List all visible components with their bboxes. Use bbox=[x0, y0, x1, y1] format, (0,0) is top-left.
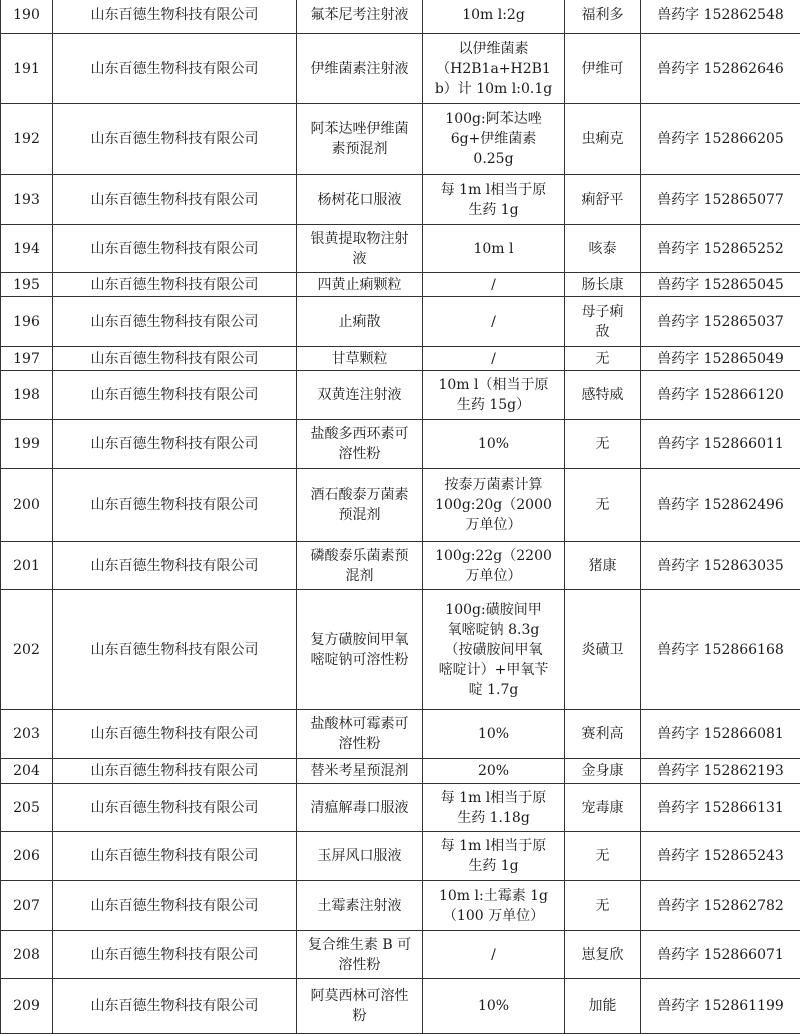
brand-name-cell: 崽复欣 bbox=[565, 931, 641, 979]
specification-cell: 100g:22g（2200 万单位） bbox=[423, 542, 565, 590]
table-row bbox=[1, 469, 800, 542]
brand-name-cell: 无 bbox=[565, 832, 641, 881]
row-number-cell: 197 bbox=[1, 347, 53, 371]
approval-number-cell: 兽药字 152866081 bbox=[641, 710, 800, 759]
specification-cell: 每 1m l相当于原 生药 1g bbox=[423, 832, 565, 881]
row-number-cell: 196 bbox=[1, 297, 53, 347]
table-row bbox=[1, 175, 800, 225]
approval-number-cell: 兽药字 152865243 bbox=[641, 832, 800, 881]
company-cell: 山东百德生物科技有限公司 bbox=[53, 931, 297, 979]
approval-number-cell: 兽药字 152865049 bbox=[641, 347, 800, 371]
table-row bbox=[1, 881, 800, 931]
approval-number-cell: 兽药字 152863035 bbox=[641, 542, 800, 590]
table-row bbox=[1, 590, 800, 710]
row-number-cell: 203 bbox=[1, 710, 53, 759]
table-row bbox=[1, 225, 800, 273]
brand-name-cell: 赛利高 bbox=[565, 710, 641, 759]
row-number-cell: 192 bbox=[1, 104, 53, 175]
brand-name-cell: 炎磺卫 bbox=[565, 590, 641, 710]
product-name-cell: 甘草颗粒 bbox=[297, 347, 423, 371]
approval-number-cell: 兽药字 152865045 bbox=[641, 273, 800, 297]
company-cell: 山东百德生物科技有限公司 bbox=[53, 759, 297, 784]
company-cell: 山东百德生物科技有限公司 bbox=[53, 710, 297, 759]
company-cell: 山东百德生物科技有限公司 bbox=[53, 832, 297, 881]
company-cell: 山东百德生物科技有限公司 bbox=[53, 34, 297, 104]
row-number-cell: 202 bbox=[1, 590, 53, 710]
specification-cell: 按泰万菌素计算 100g:20g（2000 万单位） bbox=[423, 469, 565, 542]
table-row bbox=[1, 371, 800, 420]
table-row bbox=[1, 420, 800, 469]
company-cell: 山东百德生物科技有限公司 bbox=[53, 469, 297, 542]
approval-number-cell: 兽药字 152862548 bbox=[641, 0, 800, 34]
product-name-cell: 杨树花口服液 bbox=[297, 175, 423, 225]
specification-cell: 10m l:2g bbox=[423, 0, 565, 34]
brand-name-cell: 虫痢克 bbox=[565, 104, 641, 175]
company-cell: 山东百德生物科技有限公司 bbox=[53, 590, 297, 710]
specification-cell: 20% bbox=[423, 759, 565, 784]
product-name-cell: 银黄提取物注射 液 bbox=[297, 225, 423, 273]
approval-number-cell: 兽药字 152862646 bbox=[641, 34, 800, 104]
row-number-cell: 201 bbox=[1, 542, 53, 590]
specification-cell: 10m l bbox=[423, 225, 565, 273]
company-cell: 山东百德生物科技有限公司 bbox=[53, 0, 297, 34]
row-number-cell: 200 bbox=[1, 469, 53, 542]
company-cell: 山东百德生物科技有限公司 bbox=[53, 420, 297, 469]
brand-name-cell: 咳泰 bbox=[565, 225, 641, 273]
row-number-cell: 193 bbox=[1, 175, 53, 225]
specification-cell: / bbox=[423, 347, 565, 371]
table-row bbox=[1, 273, 800, 297]
table-row bbox=[1, 347, 800, 371]
specification-cell: 10% bbox=[423, 710, 565, 759]
brand-name-cell: 金身康 bbox=[565, 759, 641, 784]
specification-cell: 100g:磺胺间甲 氧嘧啶钠 8.3g （按磺胺间甲氧 嘧啶计）+甲氧苄 啶 1.7g bbox=[423, 590, 565, 710]
specification-cell: 10% bbox=[423, 979, 565, 1034]
product-name-cell: 阿苯达唑伊维菌 素预混剂 bbox=[297, 104, 423, 175]
table-row bbox=[1, 979, 800, 1034]
approval-number-cell: 兽药字 152862782 bbox=[641, 881, 800, 931]
row-number-cell: 204 bbox=[1, 759, 53, 784]
approval-number-cell: 兽药字 152866168 bbox=[641, 590, 800, 710]
product-name-cell: 玉屏风口服液 bbox=[297, 832, 423, 881]
table-row bbox=[1, 104, 800, 175]
product-name-cell: 复方磺胺间甲氧 嘧啶钠可溶性粉 bbox=[297, 590, 423, 710]
table-row bbox=[1, 759, 800, 784]
brand-name-cell: 痢舒平 bbox=[565, 175, 641, 225]
specification-cell: / bbox=[423, 273, 565, 297]
specification-cell: 10% bbox=[423, 420, 565, 469]
approval-number-cell: 兽药字 152866120 bbox=[641, 371, 800, 420]
row-number-cell: 199 bbox=[1, 420, 53, 469]
approval-number-cell: 兽药字 152866011 bbox=[641, 420, 800, 469]
brand-name-cell: 猪康 bbox=[565, 542, 641, 590]
product-name-cell: 盐酸林可霉素可 溶性粉 bbox=[297, 710, 423, 759]
product-name-cell: 氟苯尼考注射液 bbox=[297, 0, 423, 34]
table-row bbox=[1, 0, 800, 34]
table-row bbox=[1, 931, 800, 979]
product-name-cell: 酒石酸泰万菌素 预混剂 bbox=[297, 469, 423, 542]
specification-cell: / bbox=[423, 931, 565, 979]
company-cell: 山东百德生物科技有限公司 bbox=[53, 175, 297, 225]
table-row bbox=[1, 784, 800, 832]
company-cell: 山东百德生物科技有限公司 bbox=[53, 347, 297, 371]
approval-number-cell: 兽药字 152865037 bbox=[641, 297, 800, 347]
brand-name-cell: 无 bbox=[565, 347, 641, 371]
row-number-cell: 205 bbox=[1, 784, 53, 832]
row-number-cell: 191 bbox=[1, 34, 53, 104]
brand-name-cell: 加能 bbox=[565, 979, 641, 1034]
product-name-cell: 复合维生素 B 可 溶性粉 bbox=[297, 931, 423, 979]
specification-cell: 100g:阿苯达唑 6g+伊维菌素 0.25g bbox=[423, 104, 565, 175]
row-number-cell: 195 bbox=[1, 273, 53, 297]
approval-number-cell: 兽药字 152865077 bbox=[641, 175, 800, 225]
company-cell: 山东百德生物科技有限公司 bbox=[53, 542, 297, 590]
product-name-cell: 伊维菌素注射液 bbox=[297, 34, 423, 104]
brand-name-cell: 无 bbox=[565, 420, 641, 469]
specification-cell: 每 1m l相当于原 生药 1.18g bbox=[423, 784, 565, 832]
product-name-cell: 盐酸多西环素可 溶性粉 bbox=[297, 420, 423, 469]
row-number-cell: 190 bbox=[1, 0, 53, 34]
row-number-cell: 207 bbox=[1, 881, 53, 931]
product-name-cell: 阿莫西林可溶性 粉 bbox=[297, 979, 423, 1034]
approval-number-cell: 兽药字 152866205 bbox=[641, 104, 800, 175]
table-row bbox=[1, 710, 800, 759]
company-cell: 山东百德生物科技有限公司 bbox=[53, 225, 297, 273]
product-name-cell: 清瘟解毒口服液 bbox=[297, 784, 423, 832]
table-row bbox=[1, 297, 800, 347]
row-number-cell: 208 bbox=[1, 931, 53, 979]
row-number-cell: 209 bbox=[1, 979, 53, 1034]
product-name-cell: 四黄止痢颗粒 bbox=[297, 273, 423, 297]
specification-cell: / bbox=[423, 297, 565, 347]
approval-number-cell: 兽药字 152866131 bbox=[641, 784, 800, 832]
specification-cell: 每 1m l相当于原 生药 1g bbox=[423, 175, 565, 225]
table-body bbox=[1, 0, 800, 1034]
specification-cell: 10m l:土霉素 1g （100 万单位） bbox=[423, 881, 565, 931]
company-cell: 山东百德生物科技有限公司 bbox=[53, 784, 297, 832]
product-name-cell: 止痢散 bbox=[297, 297, 423, 347]
brand-name-cell: 感特威 bbox=[565, 371, 641, 420]
company-cell: 山东百德生物科技有限公司 bbox=[53, 104, 297, 175]
product-name-cell: 土霉素注射液 bbox=[297, 881, 423, 931]
approval-number-cell: 兽药字 152862496 bbox=[641, 469, 800, 542]
table-row bbox=[1, 832, 800, 881]
product-name-cell: 磷酸泰乐菌素预 混剂 bbox=[297, 542, 423, 590]
approval-number-cell: 兽药字 152865252 bbox=[641, 225, 800, 273]
brand-name-cell: 无 bbox=[565, 469, 641, 542]
company-cell: 山东百德生物科技有限公司 bbox=[53, 979, 297, 1034]
table-row bbox=[1, 34, 800, 104]
row-number-cell: 198 bbox=[1, 371, 53, 420]
product-name-cell: 双黄连注射液 bbox=[297, 371, 423, 420]
product-name-cell: 替米考星预混剂 bbox=[297, 759, 423, 784]
brand-name-cell: 无 bbox=[565, 881, 641, 931]
brand-name-cell: 伊维可 bbox=[565, 34, 641, 104]
company-cell: 山东百德生物科技有限公司 bbox=[53, 273, 297, 297]
approval-number-cell: 兽药字 152862193 bbox=[641, 759, 800, 784]
company-cell: 山东百德生物科技有限公司 bbox=[53, 371, 297, 420]
brand-name-cell: 母子痢 敌 bbox=[565, 297, 641, 347]
company-cell: 山东百德生物科技有限公司 bbox=[53, 881, 297, 931]
brand-name-cell: 肠长康 bbox=[565, 273, 641, 297]
approval-number-cell: 兽药字 152861199 bbox=[641, 979, 800, 1034]
row-number-cell: 206 bbox=[1, 832, 53, 881]
approval-number-cell: 兽药字 152866071 bbox=[641, 931, 800, 979]
company-cell: 山东百德生物科技有限公司 bbox=[53, 297, 297, 347]
row-number-cell: 194 bbox=[1, 225, 53, 273]
table-row bbox=[1, 542, 800, 590]
brand-name-cell: 宠毒康 bbox=[565, 784, 641, 832]
specification-cell: 以伊维菌素 （H2B1a+H2B1 b）计 10m l:0.1g bbox=[423, 34, 565, 104]
brand-name-cell: 福利多 bbox=[565, 0, 641, 34]
specification-cell: 10m l（相当于原 生药 15g） bbox=[423, 371, 565, 420]
